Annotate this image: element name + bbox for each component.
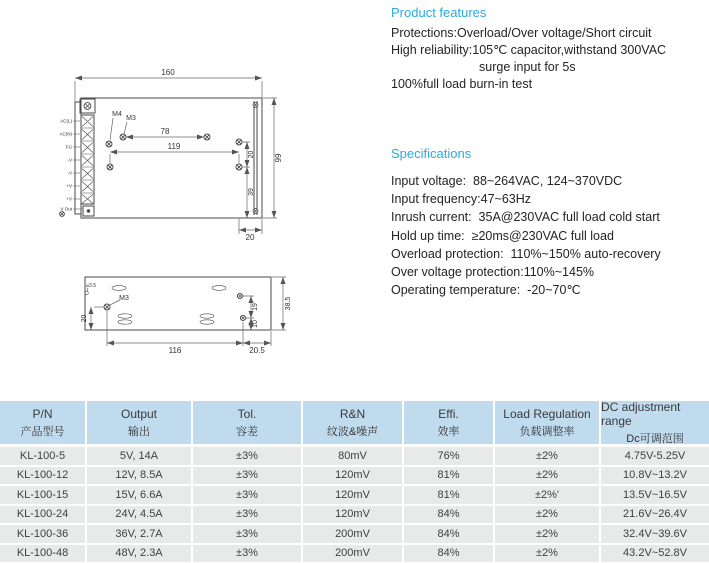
dim-label-width: 160 — [161, 68, 175, 77]
cell-load-reg: ±2% — [495, 447, 601, 465]
cell-ripple: 200mV — [303, 525, 404, 543]
table-header-row — [0, 401, 709, 447]
feature-line: High reliability:105℃ capacitor,withstand 300VAC — [391, 43, 667, 57]
spec-line: Input frequency:47~63Hz — [391, 192, 532, 207]
cell-efficiency: 76% — [404, 447, 495, 465]
cell-efficiency: 84% — [404, 506, 495, 524]
cell-load-reg: ±2% — [495, 545, 601, 563]
cell-pn: KL-100-36 — [0, 525, 87, 543]
spec-line: Operating temperature: -20~70℃ — [391, 283, 581, 298]
screw-icon — [84, 103, 91, 110]
corner-hole-label: ⌀3.5 — [86, 283, 96, 289]
cell-tolerance: ±3% — [193, 506, 303, 524]
cell-dc-range: 32.4V~39.6V — [601, 525, 709, 543]
screw-icon — [237, 293, 242, 298]
terminal-labels — [60, 119, 73, 212]
cell-load-reg: ±2% — [495, 525, 601, 543]
header-tolerance: Tol. 容差 — [193, 401, 303, 444]
terminal-label: -V — [67, 170, 72, 176]
screw-type-label-m3: M3 — [126, 115, 136, 122]
dim-label-v2: 10 — [252, 320, 259, 328]
feature-line: 100%full load burn-in test — [391, 77, 533, 91]
dim-label-right-lower: 39 — [248, 188, 255, 196]
cell-tolerance: ±3% — [193, 447, 303, 465]
dim-label-hole-span-top: 78 — [160, 127, 170, 136]
spec-line: Hold up time: ≥20ms@230VAC full load — [391, 228, 614, 243]
feature-line: surge input for 5s — [479, 60, 576, 74]
terminal-label: +V — [66, 183, 72, 189]
spec-line: Over voltage protection:110%~145% — [391, 265, 595, 280]
header-dc-adjustment: DC adjustment range Dc可调范围 — [601, 399, 684, 445]
cell-dc-range: 13.5V~16.5V — [601, 486, 709, 504]
potentiometer-icon — [60, 212, 65, 217]
cell-ripple: 200mV — [303, 545, 404, 563]
table-row — [0, 486, 709, 504]
terminal-label: +V — [66, 196, 72, 202]
product-features-title: Product features — [391, 5, 487, 20]
terminal-label: -V — [67, 157, 72, 163]
top-view-drawing — [60, 68, 284, 242]
spec-line: Input voltage: 88~264VAC, 124~370VDC — [391, 174, 623, 188]
screw-icon — [107, 164, 113, 170]
header-load-regulation: Load Regulation 负载调整率 — [495, 401, 601, 444]
screw-icon — [253, 209, 258, 214]
cell-dc-range: 43.2V~52.8V — [601, 545, 709, 563]
cell-pn: KL-100-15 — [0, 486, 87, 504]
cell-efficiency: 81% — [404, 467, 495, 485]
table-row — [0, 467, 709, 485]
terminal-label: AC(N) — [59, 131, 72, 137]
bottom-view-drawing — [81, 277, 292, 355]
cell-ripple: 120mV — [303, 467, 404, 485]
spec-line: Inrush current: 35A@230VAC full load cold start — [391, 210, 660, 225]
screw-icon — [104, 304, 110, 310]
cell-tolerance: ±3% — [193, 486, 303, 504]
header-pn: P/N 产品型号 — [0, 401, 87, 444]
cell-tolerance: ±3% — [193, 545, 303, 563]
model-table — [0, 401, 709, 563]
dim-label-height: 99 — [274, 153, 283, 163]
screw-icon — [253, 103, 258, 108]
dim-label-v1: 19 — [252, 303, 259, 311]
product-features-section — [391, 5, 709, 93]
cell-output: 24V, 4.5A — [87, 506, 193, 524]
cell-dc-range: 21.6V~26.4V — [601, 506, 709, 524]
table-row — [0, 506, 709, 524]
specifications-title: Specifications — [391, 146, 472, 161]
screw-icon — [204, 134, 210, 140]
header-output: Output 输出 — [87, 401, 193, 444]
cell-dc-range: 10.8V~13.2V — [601, 467, 709, 485]
cell-ripple: 80mV — [303, 447, 404, 465]
table-row — [0, 447, 709, 465]
spec-line: Overload protection: 110%~150% auto-recovery — [391, 246, 661, 261]
cell-pn: KL-100-48 — [0, 545, 87, 563]
screw-icon — [106, 141, 112, 147]
cell-output: 5V, 14A — [87, 447, 193, 465]
cell-load-reg: ±2%' — [495, 486, 601, 504]
header-ripple-noise: R&N 纹波&噪声 — [303, 401, 404, 444]
dim-label-bottom: 20 — [245, 233, 255, 242]
cell-ripple: 120mV — [303, 506, 404, 524]
screw-type-label-m4: M4 — [112, 111, 122, 118]
screw-icon — [120, 134, 126, 140]
terminal-label: AC(L) — [60, 118, 72, 124]
feature-line: Protections:Overload/Over voltage/Short circuit — [391, 26, 652, 40]
cell-pn: KL-100-12 — [0, 467, 87, 485]
terminal-label: V Out — [60, 206, 72, 212]
cell-tolerance: ±3% — [193, 525, 303, 543]
technical-drawing — [55, 60, 310, 360]
terminal-block — [80, 99, 95, 216]
cell-pn: KL-100-5 — [0, 447, 87, 465]
cell-output: 15V, 6.6A — [87, 486, 193, 504]
dim-label-right-upper: 20 — [248, 150, 255, 159]
table-row — [0, 525, 709, 543]
cell-output: 12V, 8.5A — [87, 467, 193, 485]
cell-efficiency: 84% — [404, 525, 495, 543]
dim-label-hole-span-bottom: 119 — [167, 142, 181, 151]
screw-icon — [236, 139, 242, 145]
screw-icon — [236, 164, 242, 170]
cell-output: 48V, 2.3A — [87, 545, 193, 563]
dim-label-left: 20 — [81, 314, 88, 323]
dim-label-height: 38.5 — [285, 296, 292, 311]
cell-ripple: 120mV — [303, 486, 404, 504]
terminal-label: FG — [65, 144, 72, 150]
cell-dc-range: 4.75V-5.25V — [601, 447, 709, 465]
dim-label-width: 116 — [168, 346, 182, 355]
cell-tolerance: ±3% — [193, 467, 303, 485]
header-efficiency: Effi. 效率 — [404, 401, 495, 444]
cell-output: 36V, 2.7A — [87, 525, 193, 543]
cell-load-reg: ±2% — [495, 506, 601, 524]
screw-type-label-m3: M3 — [119, 295, 129, 302]
cell-efficiency: 84% — [404, 545, 495, 563]
cell-efficiency: 81% — [404, 486, 495, 504]
screw-icon — [240, 315, 245, 320]
cell-pn: KL-100-24 — [0, 506, 87, 524]
dim-label-right-offset: 20.5 — [249, 346, 265, 355]
table-row — [0, 545, 709, 563]
cell-load-reg: ±2% — [495, 467, 601, 485]
specifications-section — [391, 146, 709, 299]
